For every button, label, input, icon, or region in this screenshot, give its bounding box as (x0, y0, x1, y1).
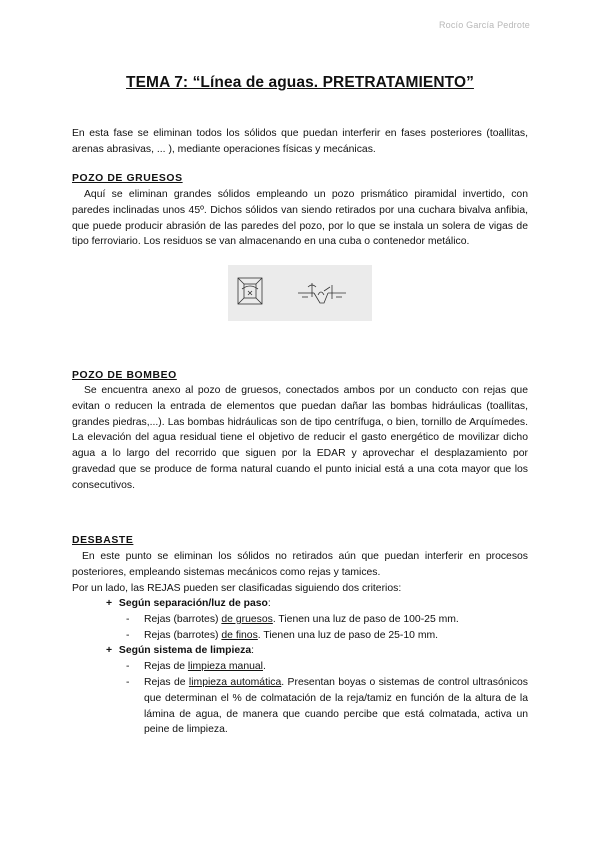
author-header: Rocío García Pedrote (438, 20, 530, 30)
intro-paragraph: En esta fase se eliminan todos los sólidos que puedan interferir en fases posteriores (toallitas, arenas abrasivas, ... ), mediante operaciones físicas y mecánicas. (72, 128, 528, 155)
desbaste-heading: DESBASTE (72, 535, 134, 546)
pozo-bombeo-heading: POZO DE BOMBEO (72, 370, 177, 381)
pozo-gruesos-paragraph (72, 187, 528, 250)
list-item: - Rejas de limpieza manual. (126, 661, 266, 673)
pozo-gruesos-text: Aquí se eliminan grandes sólidos empleando un pozo prismático piramidal invertido, con paredes inclinadas unos 45º. Dichos sólidos van siendo retirados por una cuchara bivalva anfibia, que puede producir abrasión de las paredes del pozo, por lo que se instala un solera de vigas de tipo ferroviario. Los residuos se van almacenando en una cuba o contenedor metálico. (72, 189, 528, 248)
list-item: - Rejas (barrotes) de finos. Tienen una luz de paso de 25-10 mm. (126, 629, 439, 641)
criterion-limpieza: + Según sistema de limpieza: (106, 645, 255, 657)
pozo-bombeo-paragraph (72, 383, 528, 494)
list-item: - Rejas (barrotes) de gruesos. Tienen una luz de paso de 100-25 mm. (126, 613, 459, 625)
page-title: TEMA 7: “Línea de aguas. PRETRATAMIENTO” (126, 74, 474, 91)
rejas-criteria-list (72, 596, 528, 738)
pit-sketch-illustration (228, 265, 372, 321)
desbaste-text-2: Por un lado, las REJAS pueden ser clasificadas siguiendo dos criterios: (72, 582, 402, 594)
list-item: - Rejas de limpieza automática. Presentan boyas o sistemas de control ultrasónicos que determinan el % de colmatación de la reja/tamiz en función de la altura de la lámina de agua, de manera que cuando percibe que está colmatada, activa un peine de limpieza. (126, 676, 528, 736)
desbaste-text-1: En este punto se eliminan los sólidos no retirados aún que puedan interferir en procesos posteriores, empleando sistemas mecánicos como rejas y tamices. (72, 551, 528, 578)
pozo-gruesos-diagram (228, 265, 372, 321)
criterion-separacion: + Según separación/luz de paso: (106, 598, 271, 609)
desbaste-paragraph (72, 549, 528, 596)
pozo-bombeo-text: Se encuentra anexo al pozo de gruesos, conectados ambos por un conducto con rejas que evitan o reducen la entrada de elementos que puedan dañar las bombas hidráulicas (toallitas, grandes piedras,...). Las bombas hidráulicas son de tipo centrífuga, o bien, tornillo de Arquímedes. La elevación del agua residual tiene el objetivo de reducir el gasto energético de movilizar dicho agua a lo largo del recorrido que siguen por la EDAR y aprovechar el desplazamiento por gravedad que se produce de forma natural cuando el punto inicial está a una cota mayor que los consecutivos. (72, 385, 528, 491)
pozo-gruesos-heading: POZO DE GRUESOS (72, 173, 183, 184)
